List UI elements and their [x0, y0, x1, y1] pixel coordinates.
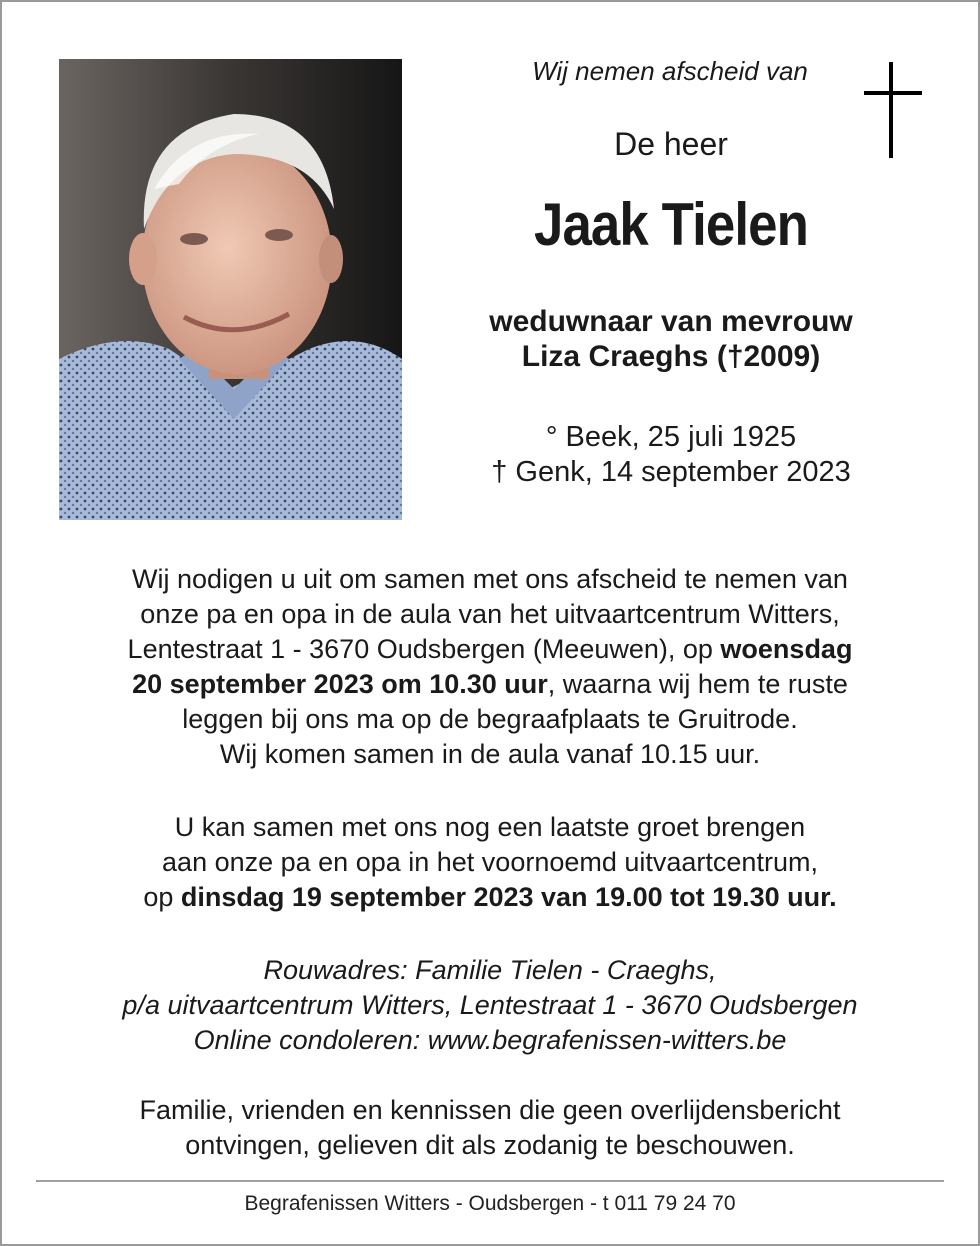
invitation-line: 20 september 2023 om 10.30 uur, waarna wij hem te ruste — [132, 669, 848, 699]
salutation: De heer — [614, 126, 728, 162]
invitation-line: Wij komen samen in de aula vanaf 10.15 uur. — [219, 739, 761, 769]
address-line: Rouwadres: Familie Tielen - Craeghs, — [263, 955, 717, 985]
spouse-line-1: weduwnaar van mevrouw — [489, 305, 853, 338]
life-dates — [420, 420, 922, 490]
notice-line: Familie, vrienden en kennissen die geen overlijdensbericht — [139, 1095, 841, 1125]
notice-paragraph — [40, 1093, 940, 1163]
divider — [36, 1180, 944, 1182]
death-date: † Genk, 14 september 2023 — [491, 456, 851, 488]
spouse-info — [420, 304, 922, 374]
invitation-paragraph — [40, 562, 940, 772]
visitation-line: U kan samen met ons nog een laatste groet brengen — [174, 812, 806, 842]
invitation-line: leggen bij ons ma op de begraafplaats te Gruitrode. — [182, 704, 798, 734]
intro-text: Wij nemen afscheid van — [532, 56, 808, 86]
visitation-paragraph — [40, 810, 940, 915]
deceased-name: Jaak Tielen — [533, 191, 809, 258]
portrait-photo — [59, 59, 402, 520]
birth-date: ° Beek, 25 juli 1925 — [545, 421, 797, 453]
address-paragraph — [40, 953, 940, 1058]
address-line: p/a uitvaartcentrum Witters, Lentestraat 1 - 3670 Oudsbergen — [122, 990, 858, 1020]
notice-line: ontvingen, gelieven dit als zodanig te beschouwen. — [185, 1130, 795, 1160]
invitation-line: Wij nodigen u uit om samen met ons afscheid te nemen van — [132, 564, 848, 594]
invitation-line: onze pa en opa in de aula van het uitvaartcentrum Witters, — [140, 599, 840, 629]
visitation-line: op dinsdag 19 september 2023 van 19.00 tot 19.30 uur. — [143, 882, 837, 912]
visitation-line: aan onze pa en opa in het voornoemd uitvaartcentrum, — [162, 847, 818, 877]
spouse-line-2: Liza Craeghs (†2009) — [521, 340, 821, 373]
condolence-link[interactable]: Online condoleren: www.begrafenissen-witters.be — [193, 1025, 787, 1055]
invitation-line: Lentestraat 1 - 3670 Oudsbergen (Meeuwen), op woensdag — [127, 634, 853, 664]
footer-text: Begrafenissen Witters - Oudsbergen - t 011 79 24 70 — [244, 1192, 736, 1215]
